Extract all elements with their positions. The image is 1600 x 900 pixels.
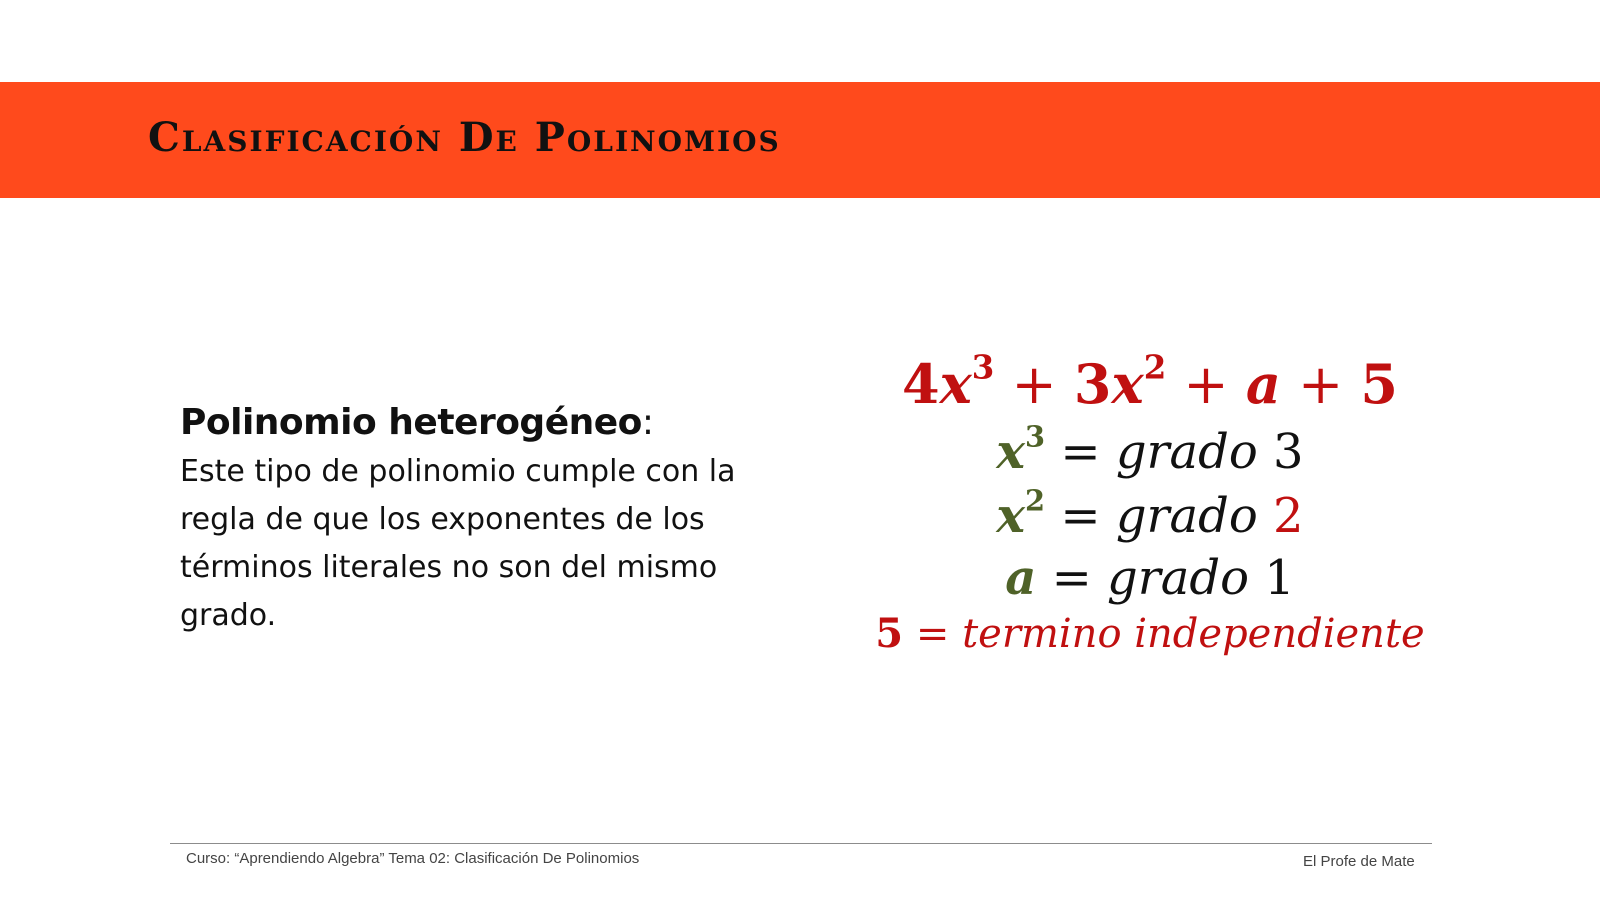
line1-equals: =: [1045, 424, 1116, 480]
definition-heading: [180, 400, 820, 446]
degree-line-x2: [870, 483, 1430, 544]
line1-word: grado: [1115, 424, 1258, 480]
footer-author: El Profe de Mate: [1303, 853, 1415, 870]
slide-title: Clasificación De Polinomios: [148, 114, 781, 161]
plus-operator-2: +: [1166, 353, 1246, 416]
term1-exponent: 3: [971, 348, 995, 387]
line1-value: 3: [1273, 424, 1304, 480]
definition-block: [180, 400, 820, 640]
term2-variable: x: [1111, 352, 1144, 416]
line2-value: 2: [1273, 488, 1304, 544]
line2-variable: x: [996, 488, 1026, 544]
line4-equals: =: [903, 611, 963, 657]
definition-heading-colon: :: [641, 402, 654, 443]
line3-word: grado: [1107, 550, 1249, 606]
line3-variable: a: [1005, 550, 1037, 606]
line1-exponent: 3: [1025, 419, 1046, 454]
line3-equals: =: [1036, 550, 1108, 606]
term2-exponent: 2: [1143, 348, 1167, 387]
line3-value: 1: [1264, 550, 1295, 606]
line1-variable: x: [996, 424, 1026, 480]
definition-body: Este tipo de polinomio cumple con la regla de que los exponentes de los términos literales no son del mismo grado.: [180, 454, 736, 633]
term2-coefficient: 3: [1073, 352, 1112, 416]
line2-exponent: 2: [1025, 483, 1046, 518]
line4-text: termino independiente: [962, 611, 1425, 657]
line4-constant: 5: [875, 610, 904, 657]
term3-variable: a: [1245, 352, 1281, 416]
independent-term-line: [870, 610, 1430, 657]
footer-course-info: Curso: “Aprendiendo Algebra” Tema 02: Clasificación De Polinomios: [186, 850, 640, 867]
line2-equals: =: [1045, 488, 1116, 544]
term1-coefficient: 4: [902, 352, 940, 416]
plus-operator-1: +: [994, 353, 1074, 416]
term1-variable: x: [939, 352, 972, 416]
plus-operator-3: +: [1280, 353, 1361, 416]
degree-line-x3: [870, 419, 1430, 480]
definition-heading-text: Polinomio heterogéneo: [180, 402, 642, 443]
line2-word: grado: [1115, 488, 1258, 544]
degree-line-a: [870, 550, 1430, 606]
footer-divider: [170, 843, 1432, 844]
term4-constant: 5: [1360, 352, 1398, 416]
polynomial-expression: [870, 348, 1430, 416]
